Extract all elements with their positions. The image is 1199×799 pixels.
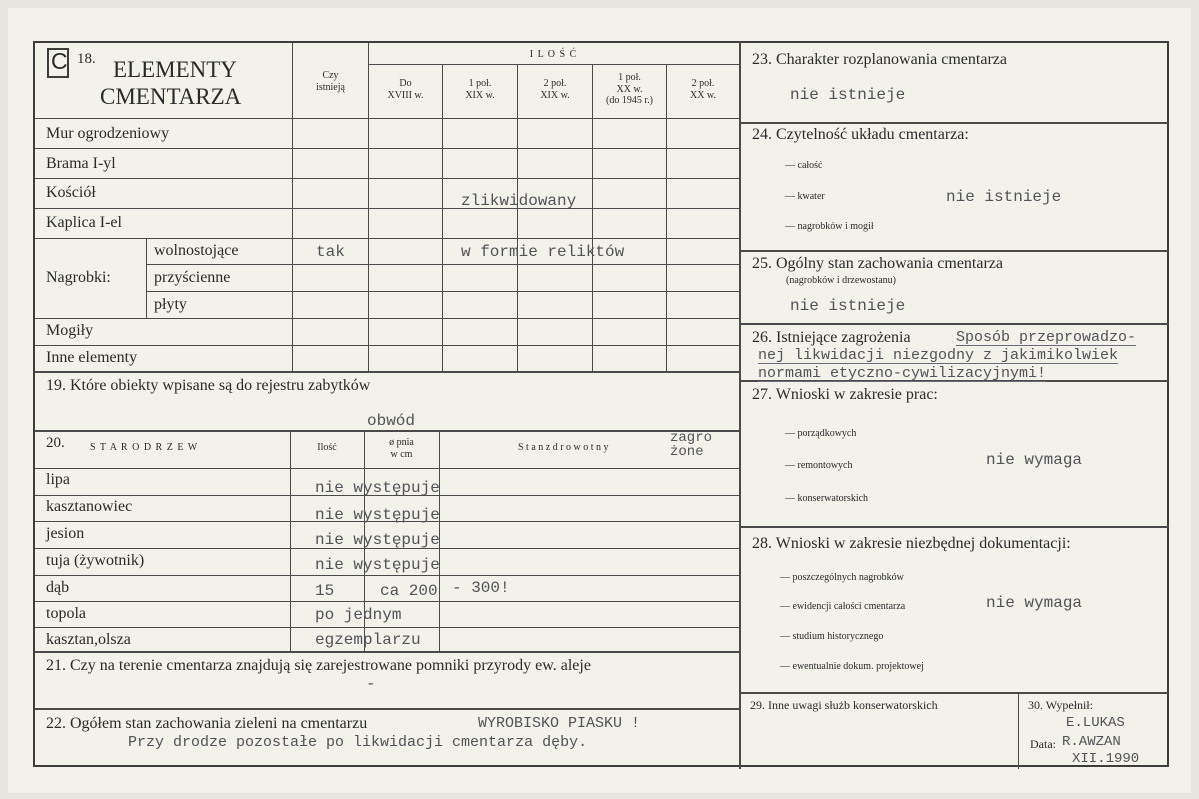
- col-header-stan: S t a n z d r o w o t n y: [518, 442, 609, 453]
- typed-section23: nie istnieje: [790, 86, 906, 104]
- section28-item-studium: — studium historycznego: [780, 631, 884, 642]
- section28-item-ewidencji: — ewidencji całości cmentarza: [780, 601, 906, 612]
- rule: [739, 122, 1169, 124]
- col-header-xviii: Do XVIII w.: [387, 78, 424, 101]
- rule: [368, 64, 739, 65]
- typed-filled-by-2: R.AWZAN: [1062, 734, 1121, 750]
- section25-label: 25. Ogólny stan zachowania cmentarza: [752, 255, 1004, 272]
- row-label-przyscienne: przyścienne: [154, 269, 231, 286]
- section19-label: 19. Które obiekty wpisane są do rejestru zabytków: [46, 377, 371, 394]
- card-letter: C: [51, 48, 68, 74]
- section18-title-line2: CMENTARZA: [100, 84, 242, 109]
- section24-item-nagrobkow: — nagrobków i mogił: [785, 221, 874, 232]
- section24-item-calosc: — całość: [785, 160, 823, 171]
- typed-kasztan-olsza: egzemplarzu: [315, 631, 421, 649]
- typed-dab-stan: - 300!: [452, 579, 510, 597]
- rule: [35, 708, 739, 710]
- col-header-xix2: 2 poł. XIX w.: [540, 78, 570, 101]
- rule: [35, 371, 739, 373]
- typed-zagrozone: zagro żone: [670, 430, 713, 460]
- col-header-ilosc: I L O Ś Ć: [529, 49, 578, 60]
- row-label-nagrobki: Nagrobki:: [46, 269, 111, 286]
- col-header-czy-istnieja: Czy istnieją: [316, 70, 345, 93]
- typed-kasztanowiec: nie występuje: [315, 506, 440, 524]
- row-label-mogily: Mogiły: [46, 322, 94, 339]
- rule: [35, 178, 739, 179]
- rule: [739, 250, 1169, 252]
- section18-title-line1: ELEMENTY: [113, 57, 237, 82]
- rule: [592, 64, 593, 371]
- rule: [517, 64, 518, 371]
- section25-sub: (nagrobków i drzewostanu): [786, 275, 896, 286]
- typed-nagrobki-czy: tak: [316, 243, 345, 261]
- row-label-inne: Inne elementy: [46, 349, 138, 366]
- section26-label: 26. Istniejące zagrożenia: [752, 329, 911, 346]
- col-header-pnia: ø pnia w cm: [389, 437, 414, 460]
- rule: [35, 148, 739, 149]
- col-header-xx2: 2 poł. XX w.: [689, 78, 716, 101]
- col-header-ilosc-drzew: Ilość: [317, 442, 337, 453]
- typed-topola: po jednym: [315, 606, 402, 624]
- section27-item-porzadkowych: — porządkowych: [785, 428, 857, 439]
- typed-section19: obwód: [367, 412, 416, 430]
- rule: [739, 692, 1169, 694]
- section29-label: 29. Inne uwagi służb konserwatorskich: [750, 698, 938, 712]
- typed-tuja: nie występuje: [315, 556, 440, 574]
- section22-label: 22. Ogółem stan zachowania zieleni na cmentarzu: [46, 715, 368, 732]
- typed-dab-ilosc: 15: [315, 582, 335, 600]
- row-label-kosciol: Kościół: [46, 184, 96, 201]
- row-label-mur: Mur ogrodzeniowy: [46, 125, 170, 142]
- section23-label: 23. Charakter rozplanowania cmentarza: [752, 51, 1007, 68]
- rule: [35, 118, 739, 119]
- typed-section28: nie wymaga: [986, 594, 1083, 612]
- row-label-kaplica: Kaplica I-el: [46, 214, 122, 231]
- rule: [35, 468, 739, 469]
- typed-dab-pnia: ca 200: [380, 582, 438, 600]
- section18-number: 18.: [77, 51, 96, 67]
- rule: [1018, 692, 1019, 769]
- row-label-wolnostojace: wolnostojące: [154, 242, 239, 259]
- section21-label: 21. Czy na terenie cmentarza znajdują się zarejestrowane pomniki przyrody ew. aleje: [46, 657, 591, 674]
- typed-section24: nie istnieje: [946, 188, 1062, 206]
- rule: [35, 345, 739, 346]
- rule: [35, 651, 739, 653]
- row-label-plyty: płyty: [154, 296, 187, 313]
- typed-filled-by-1: E.LUKAS: [1066, 715, 1125, 731]
- typed-section22-line2: Przy drodze pozostałe po likwidacji cmentarza dęby.: [128, 734, 588, 751]
- rule: [35, 238, 739, 239]
- section28-label: 28. Wnioski w zakresie niezbędnej dokumentacji:: [752, 535, 1071, 552]
- tree-row-dab: dąb: [46, 579, 70, 596]
- typed-section26-line2: nej likwidacji niezgodny z jakimikolwiek: [758, 347, 1119, 364]
- tree-row-lipa: lipa: [46, 471, 70, 488]
- rule: [739, 526, 1169, 528]
- tree-row-tuja: tuja (żywotnik): [46, 552, 145, 569]
- rule: [739, 323, 1169, 325]
- typed-section21: -: [366, 675, 376, 693]
- rule: [35, 430, 739, 432]
- col-header-xix1: 1 poł. XIX w.: [465, 78, 495, 101]
- typed-kosciol-status: zlikwidowany: [461, 192, 577, 210]
- col-header-xx1: 1 poł. XX w. (do 1945 r.): [606, 72, 653, 106]
- tree-row-kasztanowiec: kasztanowiec: [46, 498, 133, 515]
- section30-label: 30. Wypełnił:: [1028, 698, 1094, 712]
- rule: [290, 430, 291, 651]
- section27-item-konserwatorskich: — konserwatorskich: [785, 493, 869, 504]
- typed-date: XII.1990: [1072, 751, 1140, 767]
- section24-label: 24. Czytelność układu cmentarza:: [752, 126, 969, 143]
- rule: [666, 64, 667, 371]
- rule: [442, 64, 443, 371]
- section20-number: 20.: [46, 435, 65, 451]
- section27-label: 27. Wnioski w zakresie prac:: [752, 386, 938, 403]
- rule: [35, 208, 739, 209]
- typed-lipa: nie występuje: [315, 479, 440, 497]
- rule: [35, 627, 739, 628]
- typed-section26-line3: normami etyczno-cywilizacyjnymi!: [758, 365, 1047, 382]
- rule: [146, 238, 147, 318]
- section28-item-projektowej: — ewentualnie dokum. projektowej: [780, 661, 924, 672]
- section30-data-label: Data:: [1030, 737, 1056, 751]
- section24-item-kwater: — kwater: [785, 191, 825, 202]
- rule: [35, 601, 739, 602]
- tree-row-kasztan-olsza: kasztan,olsza: [46, 631, 131, 648]
- row-label-brama: Brama I-yl: [46, 155, 116, 172]
- typed-section27: nie wymaga: [986, 451, 1083, 469]
- section27-item-remontowych: — remontowych: [785, 460, 853, 471]
- tree-row-jesion: jesion: [46, 525, 85, 542]
- typed-jesion: nie występuje: [315, 531, 440, 549]
- typed-section26-line1: Sposób przeprowadzo-: [956, 329, 1137, 346]
- rule: [35, 318, 739, 319]
- section20-title: S T A R O D R Z E W: [90, 442, 199, 453]
- typed-nagrobki-status: w formie reliktów: [461, 243, 625, 261]
- section28-item-nagrobkow: — poszczególnych nagrobków: [780, 572, 904, 583]
- typed-section22-line1: WYROBISKO PIASKU !: [478, 715, 641, 732]
- divider-main: [739, 41, 741, 769]
- rule: [35, 575, 739, 576]
- typed-section25: nie istnieje: [790, 297, 906, 315]
- tree-row-topola: topola: [46, 605, 86, 622]
